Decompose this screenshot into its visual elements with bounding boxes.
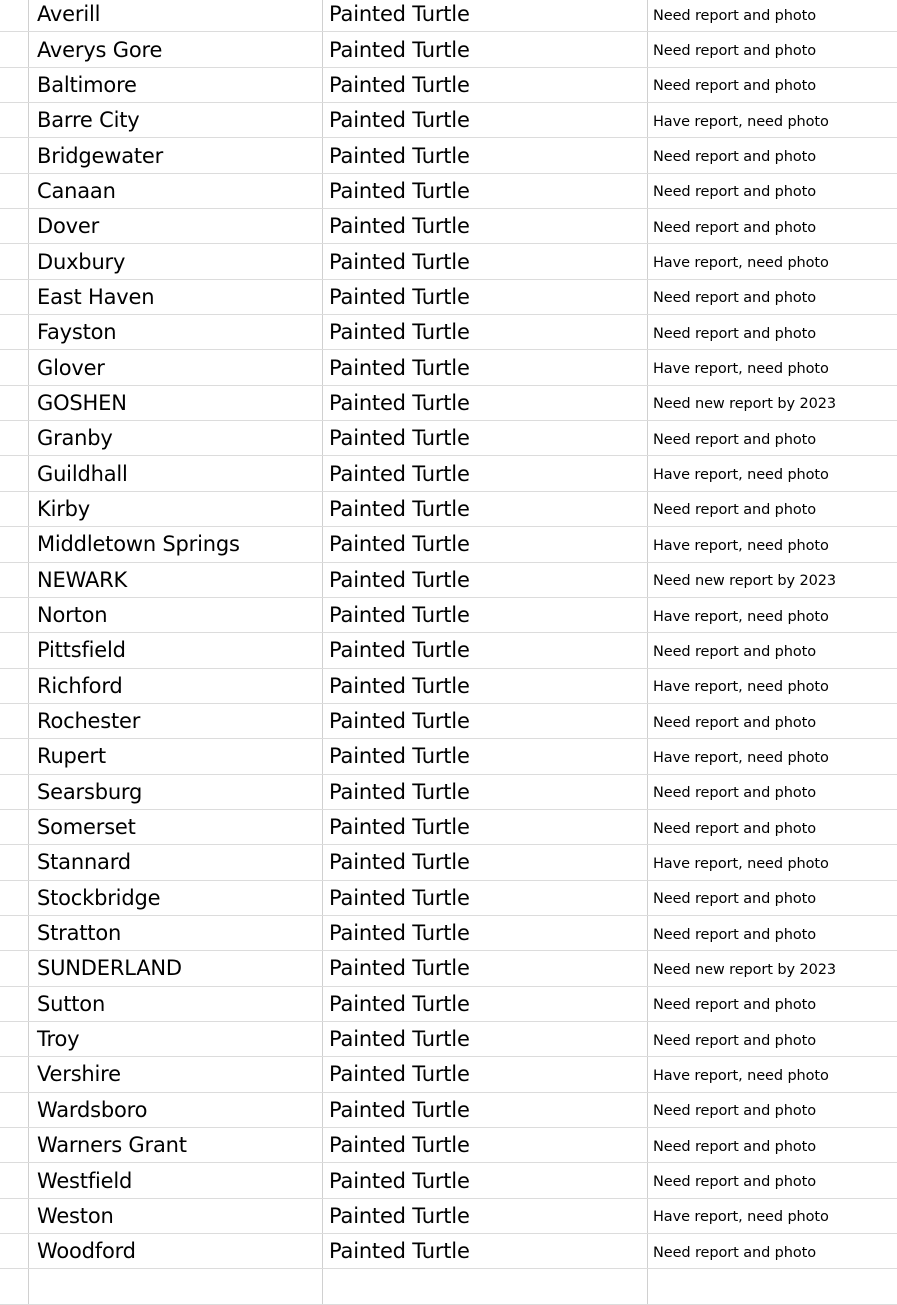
town-cell[interactable]: Wardsboro	[29, 1093, 323, 1127]
row-edge-cell[interactable]	[0, 315, 29, 349]
town-cell[interactable]: Weston	[29, 1199, 323, 1233]
table-row	[0, 386, 897, 421]
town-cell[interactable]: Rochester	[29, 704, 323, 738]
row-edge-cell[interactable]	[0, 987, 29, 1021]
row-edge-cell[interactable]	[0, 1022, 29, 1056]
table-row	[0, 881, 897, 916]
table-row	[0, 633, 897, 668]
row-edge-cell[interactable]	[0, 739, 29, 773]
table-row	[0, 916, 897, 951]
species-cell[interactable]: Painted Turtle	[323, 138, 648, 172]
table-row	[0, 0, 897, 32]
status-cell[interactable]: Have report, need photo	[653, 361, 829, 378]
species-cell[interactable]: Painted Turtle	[323, 350, 648, 384]
status-cell[interactable]: Need report and photo	[653, 43, 817, 60]
row-edge-cell[interactable]	[0, 32, 29, 66]
table-row	[0, 209, 897, 244]
town-cell[interactable]: NEWARK	[29, 563, 323, 597]
table-row	[0, 704, 897, 739]
species-cell[interactable]: Painted Turtle	[323, 1057, 648, 1091]
species-cell[interactable]: Painted Turtle	[323, 209, 648, 243]
town-cell[interactable]: Dover	[29, 209, 323, 243]
table-row	[0, 1128, 897, 1163]
status-cell[interactable]: Have report, need photo	[653, 113, 829, 130]
town-cell[interactable]: Rupert	[29, 739, 323, 773]
table-row	[0, 421, 897, 456]
town-cell[interactable]: Barre City	[29, 103, 323, 137]
status-cell[interactable]: Need report and photo	[653, 1103, 817, 1120]
species-cell[interactable]: Painted Turtle	[323, 68, 648, 102]
table-row	[0, 280, 897, 315]
status-cell[interactable]: Need report and photo	[653, 926, 817, 943]
status-cell[interactable]: Need report and photo	[653, 891, 817, 908]
species-cell[interactable]: Painted Turtle	[323, 704, 648, 738]
town-cell[interactable]: Woodford	[29, 1234, 323, 1268]
status-cell[interactable]: Need new report by 2023	[653, 961, 836, 978]
status-cell[interactable]: Need report and photo	[653, 7, 817, 24]
species-cell[interactable]: Painted Turtle	[323, 0, 648, 31]
species-cell[interactable]: Painted Turtle	[323, 916, 648, 950]
row-edge-cell[interactable]	[0, 916, 29, 950]
species-cell[interactable]: Painted Turtle	[323, 244, 648, 278]
table-row	[0, 244, 897, 279]
row-edge-cell[interactable]	[0, 244, 29, 278]
town-cell[interactable]: Fayston	[29, 315, 323, 349]
table-row	[0, 1093, 897, 1128]
row-edge-cell[interactable]	[0, 421, 29, 455]
species-cell[interactable]: Painted Turtle	[323, 315, 648, 349]
table-row	[0, 951, 897, 986]
town-cell[interactable]: Averys Gore	[29, 32, 323, 66]
table-row	[0, 32, 897, 67]
row-edge-cell[interactable]	[0, 1234, 29, 1268]
status-cell[interactable]: Need report and photo	[653, 643, 817, 660]
town-cell[interactable]: Bridgewater	[29, 138, 323, 172]
row-edge-cell[interactable]	[0, 492, 29, 526]
town-cell[interactable]: Warners Grant	[29, 1128, 323, 1162]
species-cell[interactable]: Painted Turtle	[323, 810, 648, 844]
row-edge-cell[interactable]	[0, 1128, 29, 1162]
table-row	[0, 775, 897, 810]
species-cell[interactable]: Painted Turtle	[323, 1128, 648, 1162]
town-cell[interactable]: Stratton	[29, 916, 323, 950]
status-cell[interactable]: Need report and photo	[653, 1244, 817, 1261]
species-cell[interactable]: Painted Turtle	[323, 987, 648, 1021]
table-row	[0, 527, 897, 562]
town-cell[interactable]: Canaan	[29, 174, 323, 208]
row-edge-cell[interactable]	[0, 669, 29, 703]
row-edge-cell[interactable]	[0, 138, 29, 172]
town-cell[interactable]: Duxbury	[29, 244, 323, 278]
status-cell[interactable]: Need report and photo	[653, 431, 817, 448]
species-cell[interactable]: Painted Turtle	[323, 386, 648, 420]
row-edge-cell[interactable]	[0, 810, 29, 844]
species-cell[interactable]: Painted Turtle	[323, 32, 648, 66]
row-edge-cell[interactable]	[0, 209, 29, 243]
table-row	[0, 845, 897, 880]
town-cell[interactable]: Vershire	[29, 1057, 323, 1091]
table-row	[0, 174, 897, 209]
table-row	[0, 563, 897, 598]
table-row	[0, 598, 897, 633]
row-edge-cell[interactable]	[0, 350, 29, 384]
species-cell[interactable]: Painted Turtle	[323, 492, 648, 526]
species-cell[interactable]: Painted Turtle	[323, 881, 648, 915]
status-cell[interactable]: Need report and photo	[653, 290, 817, 307]
row-edge-cell[interactable]	[0, 1057, 29, 1091]
town-cell[interactable]: Somerset	[29, 810, 323, 844]
species-cell[interactable]: Painted Turtle	[323, 280, 648, 314]
town-cell[interactable]: Stannard	[29, 845, 323, 879]
town-cell[interactable]: Averill	[29, 0, 323, 31]
table-row	[0, 138, 897, 173]
row-edge-cell[interactable]	[0, 704, 29, 738]
row-edge-cell[interactable]	[0, 280, 29, 314]
species-cell-empty[interactable]	[323, 1269, 648, 1303]
town-cell[interactable]: Sutton	[29, 987, 323, 1021]
row-edge-cell[interactable]	[0, 1269, 29, 1303]
table-row	[0, 492, 897, 527]
status-cell[interactable]: Need report and photo	[653, 184, 817, 201]
table-row	[0, 739, 897, 774]
row-edge-cell[interactable]	[0, 386, 29, 420]
species-cell[interactable]: Painted Turtle	[323, 951, 648, 985]
table-row	[0, 1057, 897, 1092]
status-cell[interactable]: Need report and photo	[653, 714, 817, 731]
row-edge-cell[interactable]	[0, 0, 29, 31]
species-cell[interactable]: Painted Turtle	[323, 845, 648, 879]
table-row	[0, 987, 897, 1022]
status-cell[interactable]: Have report, need photo	[653, 537, 829, 554]
town-cell[interactable]: Searsburg	[29, 775, 323, 809]
status-cell[interactable]: Have report, need photo	[653, 855, 829, 872]
species-cell[interactable]: Painted Turtle	[323, 174, 648, 208]
species-cell[interactable]: Painted Turtle	[323, 1163, 648, 1197]
species-cell[interactable]: Painted Turtle	[323, 103, 648, 137]
row-edge-cell[interactable]	[0, 845, 29, 879]
town-cell-empty[interactable]	[29, 1269, 323, 1303]
species-cell[interactable]: Painted Turtle	[323, 1234, 648, 1268]
status-cell[interactable]: Need new report by 2023	[653, 573, 836, 590]
table-row-empty	[0, 1269, 897, 1304]
status-cell[interactable]: Need report and photo	[653, 78, 817, 95]
row-edge-cell[interactable]	[0, 1093, 29, 1127]
status-cell[interactable]: Need report and photo	[653, 785, 817, 802]
town-cell[interactable]: Troy	[29, 1022, 323, 1056]
table-row	[0, 1199, 897, 1234]
row-edge-cell[interactable]	[0, 1163, 29, 1197]
status-cell[interactable]: Need report and photo	[653, 997, 817, 1014]
town-cell[interactable]: Guildhall	[29, 456, 323, 490]
status-cell[interactable]: Need report and photo	[653, 1138, 817, 1155]
status-cell[interactable]: Need new report by 2023	[653, 396, 836, 413]
species-cell[interactable]: Painted Turtle	[323, 633, 648, 667]
status-cell[interactable]: Have report, need photo	[653, 1209, 829, 1226]
row-edge-cell[interactable]	[0, 103, 29, 137]
status-cell[interactable]: Have report, need photo	[653, 749, 829, 766]
town-cell[interactable]: Glover	[29, 350, 323, 384]
town-cell[interactable]: Stockbridge	[29, 881, 323, 915]
row-edge-cell[interactable]	[0, 598, 29, 632]
table-row	[0, 350, 897, 385]
species-cell[interactable]: Painted Turtle	[323, 1022, 648, 1056]
row-edge-cell[interactable]	[0, 563, 29, 597]
table-row	[0, 103, 897, 138]
town-cell[interactable]: Granby	[29, 421, 323, 455]
species-cell[interactable]: Painted Turtle	[323, 563, 648, 597]
town-cell[interactable]: East Haven	[29, 280, 323, 314]
row-edge-cell[interactable]	[0, 881, 29, 915]
status-cell[interactable]: Need report and photo	[653, 820, 817, 837]
row-edge-cell[interactable]	[0, 456, 29, 490]
town-cell[interactable]: GOSHEN	[29, 386, 323, 420]
town-cell[interactable]: Pittsfield	[29, 633, 323, 667]
row-edge-cell[interactable]	[0, 1199, 29, 1233]
status-cell[interactable]: Need report and photo	[653, 1032, 817, 1049]
species-cell[interactable]: Painted Turtle	[323, 1199, 648, 1233]
row-edge-cell[interactable]	[0, 951, 29, 985]
species-cell[interactable]: Painted Turtle	[323, 456, 648, 490]
table-row	[0, 1234, 897, 1269]
row-edge-cell[interactable]	[0, 174, 29, 208]
status-cell[interactable]: Have report, need photo	[653, 608, 829, 625]
species-cell[interactable]: Painted Turtle	[323, 739, 648, 773]
status-cell[interactable]: Have report, need photo	[653, 679, 829, 696]
species-cell[interactable]: Painted Turtle	[323, 669, 648, 703]
row-edge-cell[interactable]	[0, 775, 29, 809]
status-cell[interactable]: Need report and photo	[653, 502, 817, 519]
table-row	[0, 810, 897, 845]
species-cell[interactable]: Painted Turtle	[323, 1093, 648, 1127]
status-cell[interactable]: Have report, need photo	[653, 467, 829, 484]
table-row	[0, 315, 897, 350]
town-cell[interactable]: Middletown Springs	[29, 527, 323, 561]
town-cell[interactable]: SUNDERLAND	[29, 951, 323, 985]
town-cell[interactable]: Baltimore	[29, 68, 323, 102]
species-cell[interactable]: Painted Turtle	[323, 598, 648, 632]
town-cell[interactable]: Kirby	[29, 492, 323, 526]
status-cell[interactable]: Need report and photo	[653, 219, 817, 236]
table-row	[0, 1163, 897, 1198]
status-cell[interactable]: Have report, need photo	[653, 255, 829, 272]
table-row	[0, 1022, 897, 1057]
status-cell-empty[interactable]	[648, 1269, 897, 1303]
town-cell[interactable]: Norton	[29, 598, 323, 632]
species-cell[interactable]: Painted Turtle	[323, 421, 648, 455]
row-edge-cell[interactable]	[0, 68, 29, 102]
table-row	[0, 456, 897, 491]
status-cell[interactable]: Need report and photo	[653, 149, 817, 166]
status-cell[interactable]: Have report, need photo	[653, 1067, 829, 1084]
species-cell[interactable]: Painted Turtle	[323, 775, 648, 809]
status-cell[interactable]: Need report and photo	[653, 325, 817, 342]
row-edge-cell[interactable]	[0, 633, 29, 667]
town-cell[interactable]: Richford	[29, 669, 323, 703]
table-row	[0, 669, 897, 704]
row-edge-cell[interactable]	[0, 527, 29, 561]
status-cell[interactable]: Need report and photo	[653, 1174, 817, 1191]
town-cell[interactable]: Westfield	[29, 1163, 323, 1197]
species-cell[interactable]: Painted Turtle	[323, 527, 648, 561]
table-row	[0, 68, 897, 103]
